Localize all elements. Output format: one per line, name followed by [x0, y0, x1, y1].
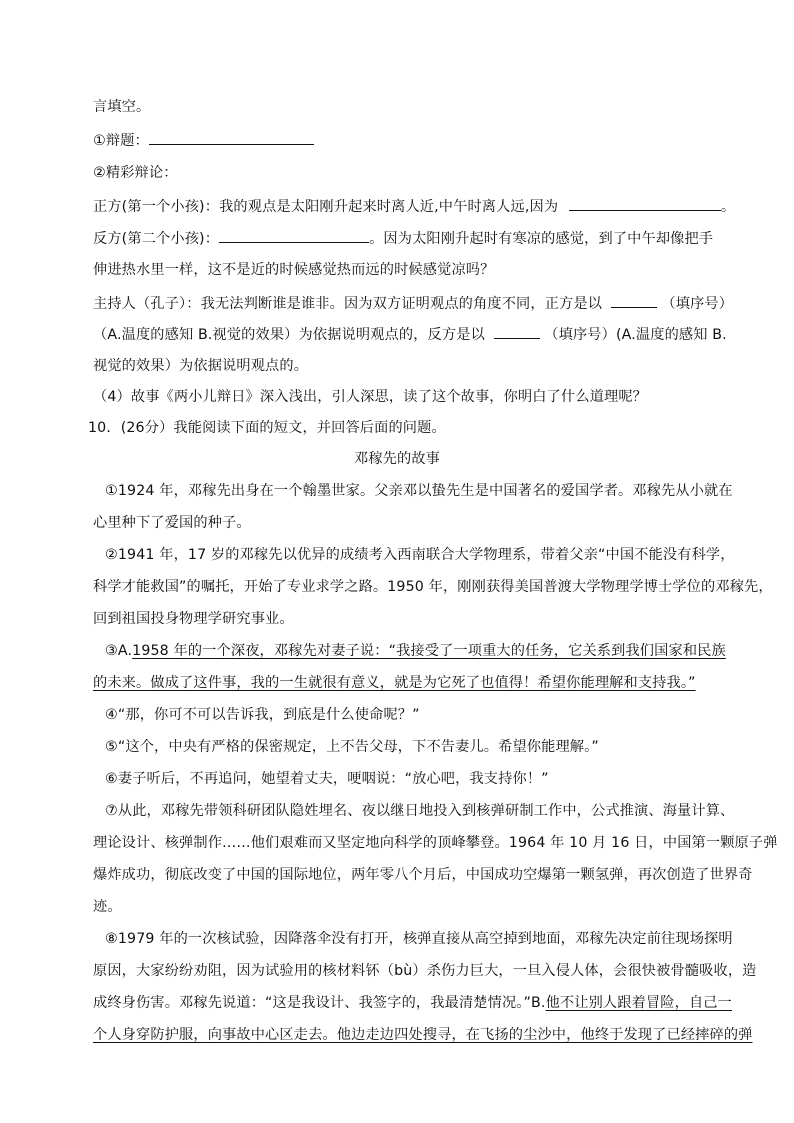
paragraph-8-line: 原因，大家纷纷劝阻，因为试验用的核材料钚（bù）杀伤力巨大，一旦入侵人体，会很快被骨髓吸收，造 [93, 963, 757, 979]
paragraph-1-line: 心里种下了爱国的种子。 [93, 515, 251, 531]
question-4: （4）故事《两小儿辩日》深入浅出，引人深思，读了这个故事，你明白了什么道理呢？ [93, 389, 648, 405]
pro-side-blank[interactable] [569, 196, 721, 211]
fill-number-hint-2: （填序号）(A.温度的感知 B. [544, 327, 727, 343]
passage-title: 邓稼先的故事 [353, 451, 441, 467]
paragraph-3-line [93, 673, 696, 693]
paragraph-1-line: ①1924 年，邓稼先出身在一个翰墨世家。父亲邓以蛰先生是中国著名的爱国学者。邓稼先从小就在 [105, 483, 733, 499]
paragraph-2-line: ②1941 年，17 岁的邓稼先以优异的成绩考入西南联合大学物理系，带着父亲“中国不能没有科学， [105, 547, 735, 563]
paragraph-7-line: 理论设计、核弹制作……他们艰难而又坚定地向科学的顶峰攀登。1964 年 10 月 16 日，中国第一颗原子弹 [93, 835, 778, 851]
paragraph-4-line: ④“那，你可不可以告诉我，到底是什么使命呢？” [105, 707, 420, 723]
paragraph-8-line [93, 993, 732, 1013]
question-10-heading: 10．(26分）我能阅读下面的短文，并回答后面的问题。 [88, 420, 446, 436]
host-line [93, 293, 733, 314]
con-side-text: 。因为太阳刚升起时有寒凉的感觉，到了中午却像把手 [369, 231, 714, 247]
paragraph-8-line [93, 1025, 753, 1045]
paragraph-5-line: ⑤“这个，中央有严格的保密规定，上不告父母，下不告妻儿。希望你能理解。” [105, 739, 599, 755]
sentence-b-underlined: 他不让别人跟着冒险，自己一 [545, 995, 732, 1011]
paragraph-8-text: 成终身伤害。邓稼先说道：“这是我设计、我签字的，我最清楚情况。”B. [93, 995, 546, 1011]
paragraph-8-line: ⑧1979 年的一次核试验，因降落伞没有打开，核弹直接从高空掉到地面，邓稼先决定前往现场探明 [105, 931, 733, 947]
paragraph-7-line: 迹。 [93, 899, 122, 915]
host-line-2 [93, 324, 727, 345]
debate-topic-blank[interactable] [149, 130, 314, 145]
text-line: 伸进热水里一样，这不是近的时候感觉热而远的时候感觉凉吗？ [93, 262, 495, 278]
debate-topic-label: ①辩题： [93, 133, 149, 149]
con-side-label: 反方(第二个小孩)： [93, 231, 220, 247]
text-line: 言填空。 [93, 99, 151, 115]
pro-side-line [93, 196, 735, 217]
text-line: 视觉的效果）为依据说明观点的。 [93, 358, 309, 374]
con-side-blank[interactable] [219, 228, 369, 243]
con-basis-blank[interactable] [494, 324, 540, 339]
paragraph-3-line [105, 641, 726, 661]
host-text: 主持人（孔子）：我无法判断谁是谁非。因为双方证明观点的角度不同，正方是以 [93, 296, 603, 312]
pro-side-text: 正方(第一个小孩)：我的观点是太阳刚升起来时离人近,中午时离人远,因为 [93, 199, 559, 215]
sentence-a-underlined: 的未来。做成了这件事，我的一生就很有意义，就是为它死了也值得！希望你能理解和支持我。” [93, 675, 696, 691]
sentence-a-underlined: 1958 年的一个深夜，邓稼先对妻子说：“我接受了一项重大的任务，它关系到我们国家和民族 [132, 643, 726, 659]
paragraph-7-line: ⑦从此，邓稼先带领科研团队隐姓埋名、夜以继日地投入到核弹研制工作中，公式推演、海量计算、 [105, 803, 735, 819]
paragraph-2-line: 科学才能救国”的嘱托，开始了专业求学之路。1950 年，刚刚获得美国普渡大学物理学博士学位的邓稼先， [93, 579, 773, 595]
con-side-line [93, 228, 713, 249]
sentence-a-label: ③A. [105, 643, 133, 659]
sentence-b-underlined: 个人身穿防护服，向事故中心区走去。他边走边四处搜寻，在飞扬的尘沙中，他终于发现了已经摔碎的弹 [93, 1027, 753, 1043]
paragraph-7-line: 爆炸成功，彻底改变了中国的国际地位，两年零八个月后，中国成功空爆第一颗氢弹，再次创造了世界奇 [93, 867, 753, 883]
period: 。 [720, 199, 736, 215]
paragraph-6-line: ⑥妻子听后，不再追问，她望着丈夫，哽咽说：“放心吧，我支持你！” [105, 771, 549, 787]
pro-basis-blank[interactable] [611, 293, 657, 308]
fill-number-hint: （填序号） [661, 296, 734, 312]
host-text-2: （A.温度的感知 B.视觉的效果）为依据说明观点的，反方是以 [93, 327, 485, 343]
debate-topic-line [93, 130, 314, 151]
text-line: ②精彩辩论： [93, 165, 178, 181]
paragraph-2-line: 回到祖国投身物理学研究事业。 [93, 611, 294, 627]
